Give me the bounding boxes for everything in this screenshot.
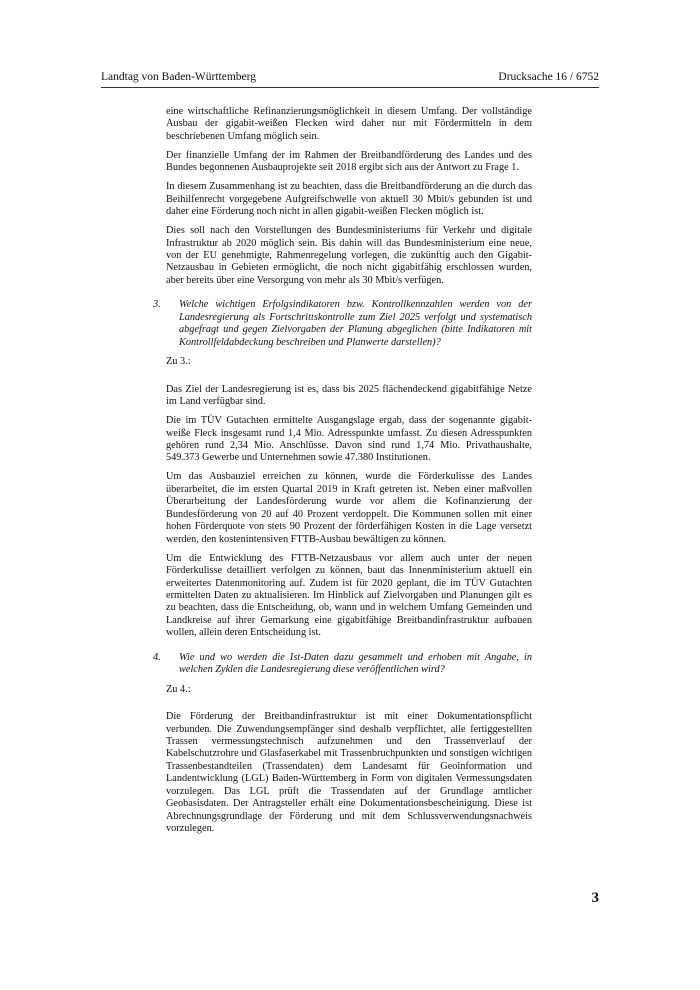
question-text: Welche wichtigen Erfolgsindikatoren bzw. Kontrollkennzahlen werden von der Landesregierung als Fortschrittskontrolle zum Ziel 2025 verfolgt und systematisch abgefragt und gegen Zielvorgaben der Planung abgeglichen (bitte Indikatoren mit Kontrollfeldabdeckung beschreiben und Planwerte darstellen)?: [179, 299, 532, 348]
paragraph: Um die Entwicklung des FTTB-Netzausbaus vor allem auch unter der neuen Förderkulisse detailliert verfolgen zu können, baut das Innenministerium aktuell ein erweitertes Datenmonitoring auf. Zudem ist für 2020 geplant, die im TÜV Gutachten ermittelten Daten zu aktualisieren. Im Hinblick auf Zielvorgaben und Planungen gilt es zu beachten, dass die Entscheidung, ob, wann und in welchem Umfang Gemeinden und Landkreise auf ihrer Gemarkung eine gigabitfähige Breitbandinfrastruktur aufbauen wollen, allein deren Entscheidung ist.: [166, 552, 532, 639]
question-3: [153, 299, 532, 349]
document-number: Drucksache 16 / 6752: [498, 71, 599, 83]
page-body: [153, 106, 532, 842]
question-number: 4.: [153, 651, 161, 663]
paragraph: In diesem Zusammenhang ist zu beachten, dass die Breitbandförderung an die durch das Beihilfenrecht vorgegebene Aufgreifschwelle von aktuell 30 Mbit/s gebunden ist und daher eine Förderung noch nicht in allen gigabit-weißen Flecken möglich ist.: [166, 181, 532, 218]
question-4: [153, 651, 532, 677]
paragraph: Um das Ausbauziel erreichen zu können, wurde die Förderkulisse des Landes überarbeitet, die im ersten Quartal 2019 in Kraft getreten ist. Neben einer maßvollen Überarbeitung der Landesförderung wurde vor allem die Kofinanzierung der Bundesförderung von 20 auf 40 Prozent verdoppelt. Die Kommunen sollen mit einer hohen Förderquote von stets 90 Prozent der förderfähigen Kosten in die Lage versetzt werden, den kostenintensiven FTTB-Ausbau bewältigen zu können.: [166, 471, 532, 545]
answer-label-4: Zu 4.:: [166, 683, 191, 695]
paragraph: Der finanzielle Umfang der im Rahmen der Breitbandförderung des Landes und des Bundes begonnenen Ausbauprojekte seit 2018 ergibt sich aus der Antwort zu Frage 1.: [166, 149, 532, 174]
paragraph: Das Ziel der Landesregierung ist es, dass bis 2025 flächendeckend gigabitfähige Netze im Land verfügbar sind.: [166, 383, 532, 408]
page-number: 3: [591, 890, 599, 906]
question-number: 3.: [153, 299, 161, 311]
paragraph: Die im TÜV Gutachten ermittelte Ausgangslage ergab, dass der sogenannte gigabit-weiße Fleck insgesamt rund 1,4 Mio. Adresspunkte umfasst. Zu diesen Adresspunkten gehören rund 2,34 Mio. Anschlüsse. Davon sind rund 1,74 Mio. Privathaushalte, 549.373 Gewerbe und Unternehmen sowie 47.380 Institutionen.: [166, 415, 532, 464]
header-title: Landtag von Baden-Württemberg: [101, 71, 256, 83]
paragraph: Dies soll nach den Vorstellungen des Bundesministeriums für Verkehr und digitale Infrastruktur ab 2020 möglich sein. Bis dahin will das Bundesministerium eine neue, von der EU genehmigte, Rahmenregelung vorlegen, die zukünftig auch den Gigabit-Netzausbau in Gebieten ermöglicht, die noch nicht gigabitfähig erschlossen wurden, aber bereits über eine Versorgung von mehr als 30 Mbit/s verfügen.: [166, 225, 532, 286]
answer-label-3: Zu 3.:: [166, 356, 191, 368]
header-rule: [101, 87, 599, 88]
page-header: [101, 70, 599, 84]
question-text: Wie und wo werden die Ist-Daten dazu gesammelt und erhoben mit Angabe, in welchen Zyklen die Landesregierung diese veröffentlichen wird?: [179, 651, 532, 676]
paragraph: Die Förderung der Breitbandinfrastruktur ist mit einer Dokumentationspflicht verbunden. Die Zuwendungsempfänger sind deshalb verpflichtet, alle fertiggestellten Trassen vermessungstechnisch aufzunehmen und den Trassenverlauf der Kabelschutzrohre und Glasfaserkabel mit Trassenbruchpunkten und sonstigen wichtigen Trassenbestandteilen (Trassendaten) dem Landesamt für Geoinformation und Landentwicklung (LGL) Baden-Württemberg in Form von digitalen Vermessungsdaten vorzulegen. Das LGL prüft die Trassendaten auf der Grundlage amtlicher Geobasisdaten. Der Antragsteller erhält eine Dokumentationsbescheinigung. Diese ist Abrechnungsgrundlage der Förderung und mit dem Schlussverwendungsnachweis vorzulegen.: [166, 711, 532, 835]
paragraph: eine wirtschaftliche Refinanzierungsmöglichkeit in diesem Umfang. Der vollständige Ausbau der gigabit-weißen Flecken wird daher nur mit Fördermitteln in dem beschriebenen Umfang möglich sein.: [166, 106, 532, 142]
